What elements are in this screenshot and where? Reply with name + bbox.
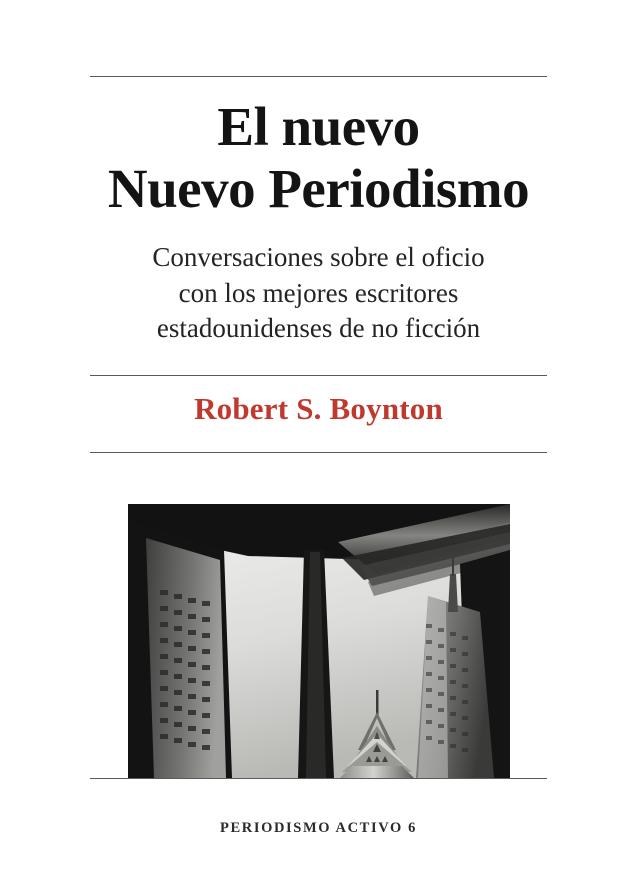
series-label: PERIODISMO ACTIVO 6 xyxy=(220,820,417,836)
divider-below-author xyxy=(90,452,547,453)
subtitle-line-3: estadounidenses de no ficción xyxy=(156,313,481,344)
book-subtitle xyxy=(0,240,637,347)
cover-photo xyxy=(128,504,510,778)
divider-above-author xyxy=(90,375,547,376)
divider-top xyxy=(90,76,547,77)
divider-below-photo xyxy=(90,778,547,779)
book-title xyxy=(0,96,637,219)
title-line-1: El nuevo xyxy=(217,96,420,157)
title-line-2: Nuevo Periodismo xyxy=(107,157,530,219)
subtitle-line-1: Conversaciones sobre el oficio xyxy=(152,242,485,272)
book-author: Robert S. Boynton xyxy=(194,391,443,426)
subtitle-line-2: con los mejores escritores xyxy=(178,277,459,308)
